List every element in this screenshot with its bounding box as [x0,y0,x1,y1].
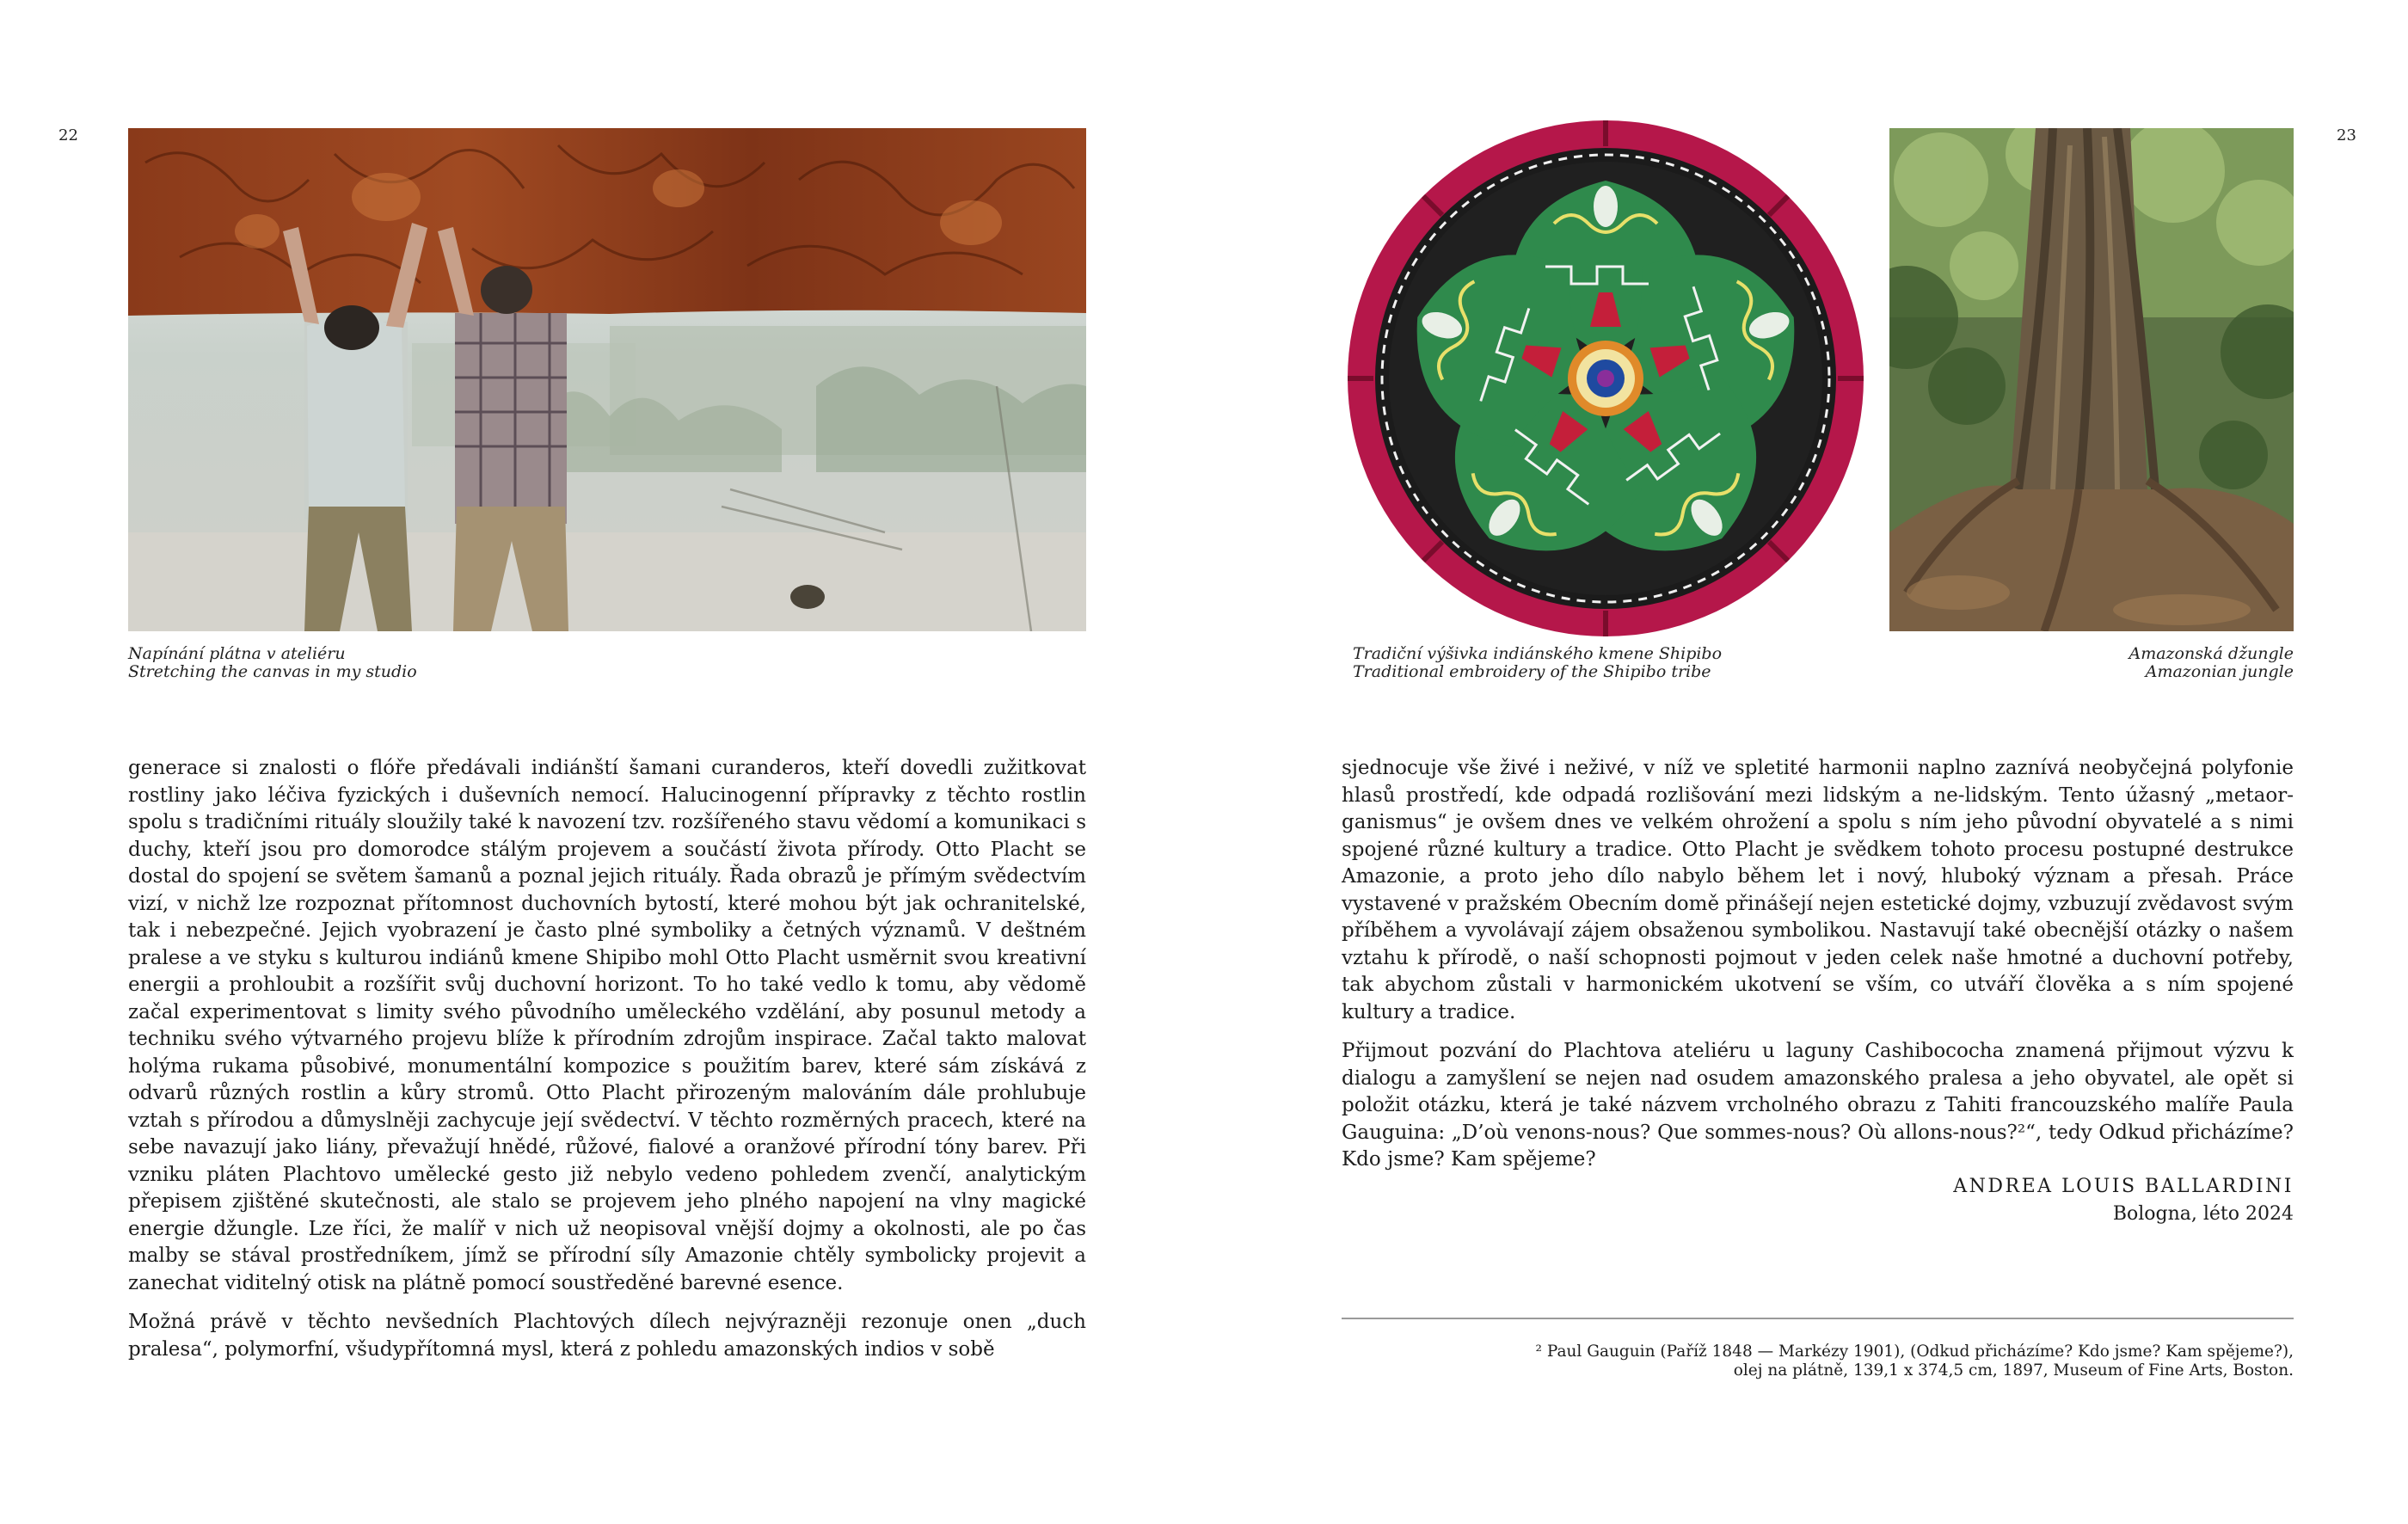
footnote-line: olej na plátně, 139,1 x 374,5 cm, 1897, Museum of Fine Arts, Boston. [1733,1361,2294,1380]
paragraph: Přijmout pozvání do Plachtova ateliéru u laguny Cashibococha znamená přijmout výzvu k dialogu a zamyšlení se nejen nad osudem amazonského pralesa a jeho obyvatel, ale opět si položit otázku, která je také názvem vrcholného obrazu z Tahiti francouzského malíře Paula Gauguina: „D’où venons-nous? Que sommes-nous? Où allons-nous?²“, tedy Odkud přicházíme? Kdo jsme? Kam spějeme? [1342,1040,2294,1171]
studio-photo [128,128,1086,631]
footnote [1342,1343,2294,1380]
caption-en: Stretching the canvas in my studio [128,662,417,681]
footnote-line: ² Paul Gauguin (Paříž 1848 — Markézy 1901), (Odkud přicházíme? Kdo jsme? Kam spějeme?), [1535,1343,2294,1361]
shipibo-embroidery-image [1337,119,1875,639]
page-number-left: 22 [58,126,78,144]
paragraph: sjednocuje vše živé i neživé, v níž ve spletité harmonii naplno zaznívá neobyčejná polyfonie hlasů prostředí, kde odpadá rozlišování mezi lidským a ne-lidským. Tento úžasný „metaorganismus“ je ovšem dnes ve velkém ohrožení a spolu s ním jeho původní obyvatelé a s nimi spojené různé kultury a tradice. Otto Placht je svědkem tohoto procesu postupné destrukce Amazonie, a proto jeho dílo nabylo během let i nový, hluboký význam a přesah. Práce vystavené v pražském Obecním domě přinášejí nejen estetické dojmy, vzbuzují zvědavost svým příběhem a vyvolávají zájem obsaženou symbolikou. Nastavují také obecnější otázky o našem vztahu k přírodě, o naší schopnosti pojmout v jeden celek naše hmotné a duchovní potřeby, tak abychom zůstali v harmonickém ukotvení se vším, co utváří člověka a s ním spojené kultury a tradice. [1342,757,2294,1023]
caption-cz: Amazonská džungle [2128,644,2294,663]
paragraph: Možná právě v těchto nevšedních Plachtových dílech nejvýrazněji rezonuje onen „duch pralesa“, polymorfní, všudypřítomná mysl, která z pohledu amazonských indios v sobě [128,1311,1086,1361]
left-body-text [128,755,1086,1375]
caption-cz: Napínání plátna v ateliéru [128,644,346,663]
embroidery-caption [1353,645,1722,681]
paragraph: generace si znalosti o flóře předávali indiánští šamani curanderos, kteří dovedli zužitkovat rostliny jako léčiva fyzických i duševních nemocí. Halucinogenní přípravky z těchto rostlin spolu s tradičními rituály sloužily také k navození tzv. rozšířeného stavu vědomí a komunikaci s duchy, kteří jsou pro domorodce stálým projevem a součástí života přírody. Otto Placht se dostal do spojení se světem šamanů a poznal jejich rituály. Řada obrazů je přímým svědectvím vizí, v nichž lze rozpoznat přítomnost duchovních bytostí, které mohou být jak ochranitelské, tak i nebezpečné. Jejich vyobrazení je často plné symboliky a četných významů. V deštném pralese a ve styku s kulturou indiánů kmene Shipibo mohl Otto Placht usměrnit svou kreativní energii a prohloubit a rozšířit svůj duchovní horizont. To ho také vedlo k tomu, aby vědomě začal experimentovat s limity svého původního uměleckého vzdělání, aby posunul metody a techniku svého výtvarného projevu blíže k přírodním zdrojům inspirace. Začal takto malovat holýma rukama působivé, monumentální kompozice s použitím barev, které sám získává z odvarů různých rostlin a kůry stromů. Otto Placht přirozeným malováním dále prohlubuje vztah s přírodou a důmyslněji zachycuje její svědectví. V těchto rozměrných pracech, které na sebe navazují jako liány, převažují hnědé, růžové, fialové a oranžové přírodní tóny barev. Při vzniku pláten Plachtovo umělecké gesto již nebylo vedeno pohledem zvenčí, analytickým přepisem zjištěné skutečnosti, ale stalo se projevem jeho plného napojení na vlny magické energie džungle. Lze říci, že malíř v nich už neopisoval vnější dojmy a okolnosti, ale po čas malby se stával prostředníkem, jímž se přírodní síly Amazonie chtěly symbolicky projevit a zanechat viditelný otisk na plátně pomocí soustředěné barevné esence. [128,757,1086,1294]
author-signature [1806,1173,2294,1228]
right-body-text [1342,755,2294,1186]
caption-en: Traditional embroidery of the Shipibo tribe [1353,662,1711,681]
caption-cz: Tradiční výšivka indiánského kmene Shipibo [1353,644,1723,663]
page-number-right: 23 [2337,126,2356,144]
jungle-caption [2004,645,2294,681]
footnote-divider [1342,1318,2294,1319]
caption-en: Amazonian jungle [2145,662,2294,681]
place-date: Bologna, léto 2024 [2112,1203,2294,1225]
author-name: ANDREA LOUIS BALLARDINI [1953,1176,2294,1197]
jungle-photo [1889,128,2294,631]
studio-photo-caption [128,645,417,681]
